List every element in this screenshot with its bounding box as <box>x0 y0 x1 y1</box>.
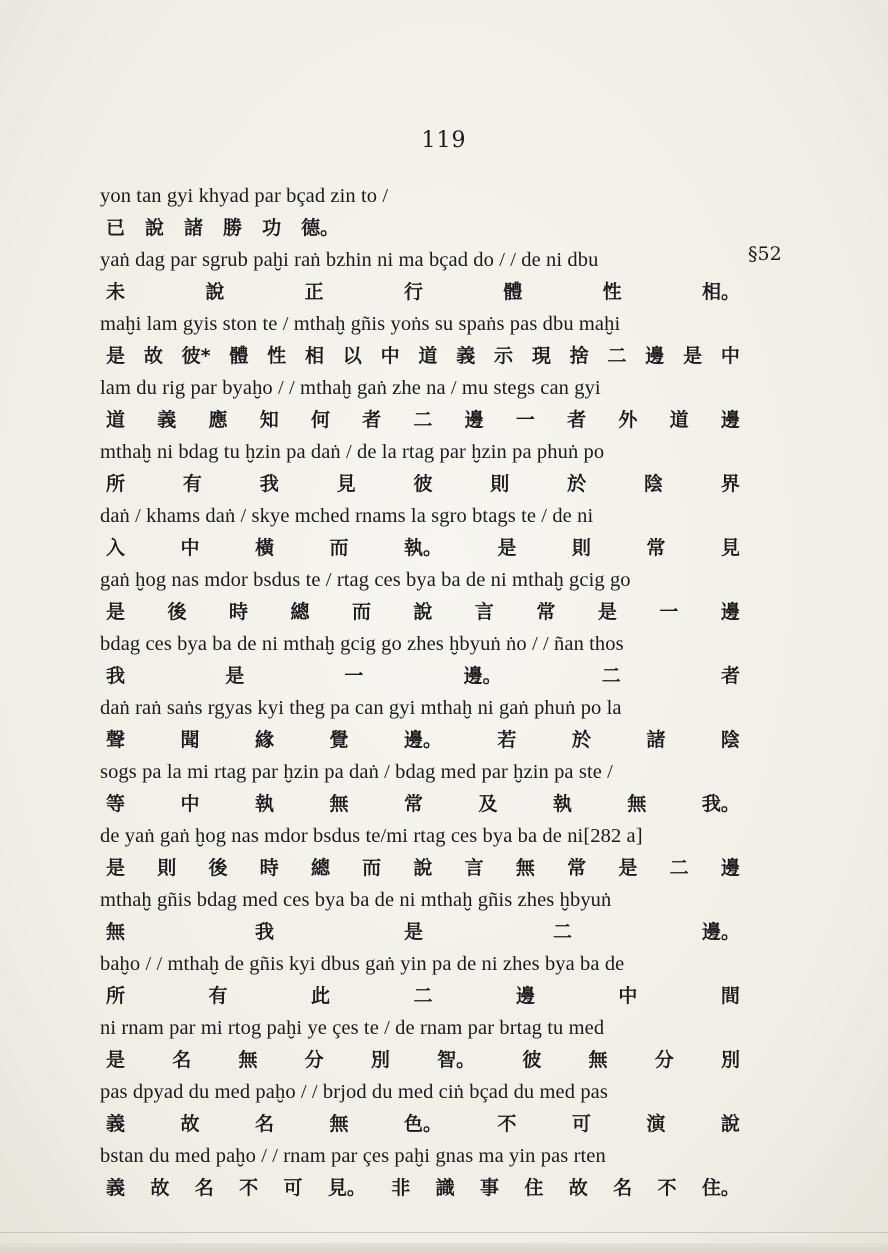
text-body <box>100 180 750 1204</box>
cjk-glyph: 見。 <box>327 1177 366 1199</box>
cjk-glyph: 故 <box>568 1177 588 1199</box>
tibetan-line: bstan du med paḫo / / rnam par çes paḫi gnas ma yin pas rten <box>100 1145 606 1167</box>
chinese-line <box>100 404 750 436</box>
cjk-glyph: 邊。 <box>463 665 502 687</box>
cjk-glyph: 非 <box>391 1177 411 1199</box>
cjk-glyph: 等 <box>106 793 126 815</box>
cjk-glyph: 一 <box>515 409 535 431</box>
cjk-glyph: 無 <box>515 857 535 879</box>
cjk-glyph: 二 <box>552 921 572 943</box>
cjk-glyph: 彼 <box>413 473 433 495</box>
cjk-glyph: 邊 <box>720 857 740 879</box>
cjk-glyph: 無 <box>238 1049 258 1071</box>
tibetan-line: ni rnam par mi rtog paḫi ye çes te / de rnam par brtag tu med <box>100 1017 605 1039</box>
cjk-glyph: 言 <box>474 601 494 623</box>
cjk-glyph: 現 <box>531 345 551 367</box>
cjk-glyph: 橫 <box>254 537 274 559</box>
chinese-line <box>100 276 750 308</box>
cjk-glyph: 正 <box>304 281 324 303</box>
cjk-glyph: 見 <box>336 473 356 495</box>
cjk-glyph: 二 <box>413 409 433 431</box>
cjk-glyph: 二 <box>601 665 621 687</box>
cjk-glyph: 邊 <box>515 985 535 1007</box>
cjk-glyph: 無 <box>329 1113 349 1135</box>
cjk-glyph: 常 <box>403 793 423 815</box>
tibetan-line: gaṅ ḫog nas mdor bsdus te / rtag ces bya ba de ni mthaḫ gcig go <box>100 569 631 591</box>
cjk-glyph: 若 <box>497 729 517 751</box>
cjk-glyph: 中 <box>380 345 400 367</box>
cjk-glyph: 別 <box>720 1049 740 1071</box>
cjk-glyph: 是 <box>225 665 245 687</box>
chinese-line <box>100 340 750 372</box>
cjk-glyph: 說 <box>720 1113 740 1135</box>
cjk-glyph: 知 <box>259 409 279 431</box>
cjk-glyph: 此 <box>310 985 330 1007</box>
cjk-glyph: 故 <box>180 1113 200 1135</box>
cjk-glyph: 義 <box>106 1177 126 1199</box>
cjk-glyph: 功 <box>262 217 282 239</box>
cjk-glyph: 二 <box>413 985 433 1007</box>
cjk-glyph: 名 <box>254 1113 274 1135</box>
cjk-glyph: 陰 <box>720 729 740 751</box>
cjk-glyph: 是 <box>497 537 517 559</box>
tibetan-line: mthaḫ gñis bdag med ces bya ba de ni mthaḫ gñis zhes ḫbyuṅ <box>100 889 612 911</box>
cjk-glyph: 說 <box>413 857 433 879</box>
cjk-glyph: 是 <box>106 1049 126 1071</box>
page-edge <box>0 1243 888 1253</box>
tibetan-line: daṅ raṅ saṅs rgyas kyi theg pa can gyi mthaḫ ni gaṅ phuṅ po la <box>100 697 622 719</box>
chinese-line <box>100 660 750 692</box>
chinese-line <box>100 212 750 244</box>
cjk-glyph: 無 <box>588 1049 608 1071</box>
cjk-glyph: 於 <box>571 729 591 751</box>
cjk-glyph: 邊 <box>720 409 740 431</box>
cjk-glyph: 二 <box>607 345 627 367</box>
cjk-glyph: 道 <box>669 409 689 431</box>
cjk-glyph: 邊。 <box>403 729 442 751</box>
cjk-glyph: 住 <box>524 1177 544 1199</box>
cjk-glyph: 住。 <box>701 1177 740 1199</box>
chinese-line <box>100 852 750 884</box>
cjk-glyph: 中 <box>180 793 200 815</box>
cjk-glyph: 諸 <box>184 217 204 239</box>
cjk-glyph: 一 <box>344 665 364 687</box>
cjk-glyph: 者 <box>362 409 382 431</box>
tibetan-line: daṅ / khams daṅ / skye mched rnams la sgro btags te / de ni <box>100 505 594 527</box>
cjk-glyph: 而 <box>329 537 349 559</box>
cjk-glyph: 我 <box>254 921 274 943</box>
cjk-glyph: 不 <box>657 1177 677 1199</box>
cjk-glyph: 是 <box>106 601 126 623</box>
cjk-glyph: 相 <box>304 345 324 367</box>
cjk-glyph: 則 <box>157 857 177 879</box>
chinese-line <box>100 980 750 1012</box>
cjk-glyph: 邊 <box>720 601 740 623</box>
cjk-glyph: 聞 <box>180 729 200 751</box>
cjk-glyph: 不 <box>497 1113 517 1135</box>
cjk-glyph: 示 <box>494 345 514 367</box>
cjk-glyph: 緣 <box>254 729 274 751</box>
chinese-line <box>100 1108 750 1140</box>
cjk-glyph: 義 <box>456 345 476 367</box>
cjk-glyph: 說 <box>413 601 433 623</box>
cjk-glyph: 不 <box>239 1177 259 1199</box>
cjk-glyph: 捨 <box>569 345 589 367</box>
cjk-glyph: 陰 <box>644 473 664 495</box>
cjk-glyph: 已 <box>106 217 126 239</box>
cjk-glyph: 於 <box>567 473 587 495</box>
cjk-glyph: 體 <box>229 345 249 367</box>
chinese-line <box>100 788 750 820</box>
tibetan-line: mthaḫ ni bdag tu ḫzin pa daṅ / de la rtag par ḫzin pa phuṅ po <box>100 441 605 463</box>
cjk-glyph: 常 <box>567 857 587 879</box>
cjk-glyph: 後 <box>208 857 228 879</box>
cjk-glyph: 我。 <box>701 793 740 815</box>
tibetan-line: bdag ces bya ba de ni mthaḫ gcig go zhes ḫbyuṅ ṅo / / ñan thos <box>100 633 624 655</box>
cjk-glyph: 所 <box>106 473 126 495</box>
cjk-glyph: 聲 <box>106 729 126 751</box>
cjk-glyph: 是 <box>403 921 423 943</box>
cjk-glyph: 義 <box>106 1113 126 1135</box>
cjk-glyph: 見 <box>720 537 740 559</box>
cjk-glyph: 應 <box>208 409 228 431</box>
chinese-line <box>100 1044 750 1076</box>
cjk-glyph: 德。 <box>301 217 340 239</box>
cjk-glyph: 故 <box>143 345 163 367</box>
cjk-glyph: 說 <box>145 217 165 239</box>
cjk-glyph: 未 <box>106 281 126 303</box>
tibetan-line: sogs pa la mi rtag par ḫzin pa daṅ / bdag med par ḫzin pa ste / <box>100 761 613 783</box>
cjk-glyph: 名 <box>613 1177 633 1199</box>
cjk-glyph: 諸 <box>646 729 666 751</box>
cjk-glyph: 無 <box>106 921 126 943</box>
cjk-glyph: 時 <box>259 857 279 879</box>
cjk-glyph: 則 <box>571 537 591 559</box>
cjk-glyph: 及 <box>478 793 498 815</box>
chinese-line <box>100 916 750 948</box>
cjk-glyph: 是 <box>597 601 617 623</box>
cjk-glyph: 而 <box>351 601 371 623</box>
cjk-glyph: 識 <box>435 1177 455 1199</box>
cjk-glyph: 言 <box>464 857 484 879</box>
cjk-glyph: 有 <box>208 985 228 1007</box>
cjk-glyph: 邊 <box>464 409 484 431</box>
cjk-glyph: 總 <box>290 601 310 623</box>
cjk-glyph: 何 <box>310 409 330 431</box>
cjk-glyph: 總 <box>310 857 330 879</box>
cjk-glyph: 體 <box>503 281 523 303</box>
tibetan-line: yaṅ dag par sgrub paḫi raṅ bzhin ni ma bçad do / / de ni dbu <box>100 249 599 271</box>
tibetan-line: maḫi lam gyis ston te / mthaḫ gñis yoṅs su spaṅs pas dbu maḫi <box>100 313 621 335</box>
cjk-glyph: 性 <box>267 345 287 367</box>
cjk-glyph: 彼 <box>522 1049 542 1071</box>
section-mark: §52 <box>748 243 782 265</box>
tibetan-line: de yaṅ gaṅ ḫog nas mdor bsdus te/mi rtag ces bya ba de ni[282 a] <box>100 825 643 847</box>
tibetan-line: yon tan gyi khyad par bçad zin to / <box>100 185 389 207</box>
chinese-line <box>100 1172 750 1204</box>
cjk-glyph: 中 <box>618 985 638 1007</box>
cjk-glyph: 說 <box>205 281 225 303</box>
cjk-glyph: 是 <box>618 857 638 879</box>
chinese-line <box>100 724 750 756</box>
cjk-glyph: 我 <box>106 665 126 687</box>
cjk-glyph: 相。 <box>701 281 740 303</box>
cjk-glyph: 中 <box>720 345 740 367</box>
cjk-glyph: 邊。 <box>701 921 740 943</box>
cjk-glyph: 一 <box>659 601 679 623</box>
cjk-glyph: 有 <box>182 473 202 495</box>
cjk-glyph: 名 <box>194 1177 214 1199</box>
cjk-glyph: 外 <box>618 409 638 431</box>
cjk-glyph: 行 <box>403 281 423 303</box>
cjk-glyph: 是 <box>106 857 126 879</box>
cjk-glyph: 入 <box>106 537 126 559</box>
cjk-glyph: 執 <box>552 793 572 815</box>
cjk-glyph: 分 <box>304 1049 324 1071</box>
cjk-glyph: 間 <box>720 985 740 1007</box>
cjk-glyph: 演 <box>646 1113 666 1135</box>
cjk-glyph: 執 <box>254 793 274 815</box>
cjk-glyph: 彼* <box>181 345 211 367</box>
cjk-glyph: 智。 <box>437 1049 476 1071</box>
cjk-glyph: 以 <box>342 345 362 367</box>
bottom-rule <box>0 1232 888 1233</box>
cjk-glyph: 事 <box>480 1177 500 1199</box>
tibetan-line: pas dpyad du med paḫo / / brjod du med ciṅ bçad du med pas <box>100 1081 608 1103</box>
cjk-glyph: 常 <box>646 537 666 559</box>
cjk-glyph: 而 <box>362 857 382 879</box>
cjk-glyph: 可 <box>283 1177 303 1199</box>
cjk-glyph: 道 <box>106 409 126 431</box>
cjk-glyph: 故 <box>150 1177 170 1199</box>
chinese-line <box>100 532 750 564</box>
cjk-glyph: 我 <box>259 473 279 495</box>
chinese-line <box>100 468 750 500</box>
cjk-glyph: 無 <box>329 793 349 815</box>
cjk-glyph: 常 <box>536 601 556 623</box>
tibetan-line: baḫo / / mthaḫ de gñis kyi dbus gaṅ yin pa de ni zhes bya ba de <box>100 953 625 975</box>
cjk-glyph: 可 <box>571 1113 591 1135</box>
cjk-glyph: 分 <box>654 1049 674 1071</box>
cjk-glyph: 是 <box>106 345 126 367</box>
cjk-glyph: 者 <box>720 665 740 687</box>
cjk-glyph: 界 <box>720 473 740 495</box>
cjk-glyph: 無 <box>627 793 647 815</box>
cjk-glyph: 時 <box>228 601 248 623</box>
cjk-glyph: 後 <box>167 601 187 623</box>
tibetan-line: lam du rig par byaḫo / / mthaḫ gaṅ zhe na / mu stegs can gyi <box>100 377 601 399</box>
cjk-glyph: 是 <box>683 345 703 367</box>
cjk-glyph: 者 <box>567 409 587 431</box>
cjk-glyph: 則 <box>490 473 510 495</box>
cjk-glyph: 執。 <box>403 537 442 559</box>
cjk-glyph: 所 <box>106 985 126 1007</box>
cjk-glyph: 覺 <box>329 729 349 751</box>
cjk-glyph: 勝 <box>223 217 243 239</box>
cjk-glyph: 性 <box>602 281 622 303</box>
cjk-glyph: 中 <box>180 537 200 559</box>
cjk-glyph: 義 <box>157 409 177 431</box>
cjk-glyph: 二 <box>669 857 689 879</box>
page-number: 119 <box>421 128 467 153</box>
cjk-glyph: 色。 <box>403 1113 442 1135</box>
chinese-line <box>100 596 750 628</box>
cjk-glyph: 道 <box>418 345 438 367</box>
cjk-glyph: 邊 <box>645 345 665 367</box>
cjk-glyph: 名 <box>172 1049 192 1071</box>
cjk-glyph: 別 <box>370 1049 390 1071</box>
